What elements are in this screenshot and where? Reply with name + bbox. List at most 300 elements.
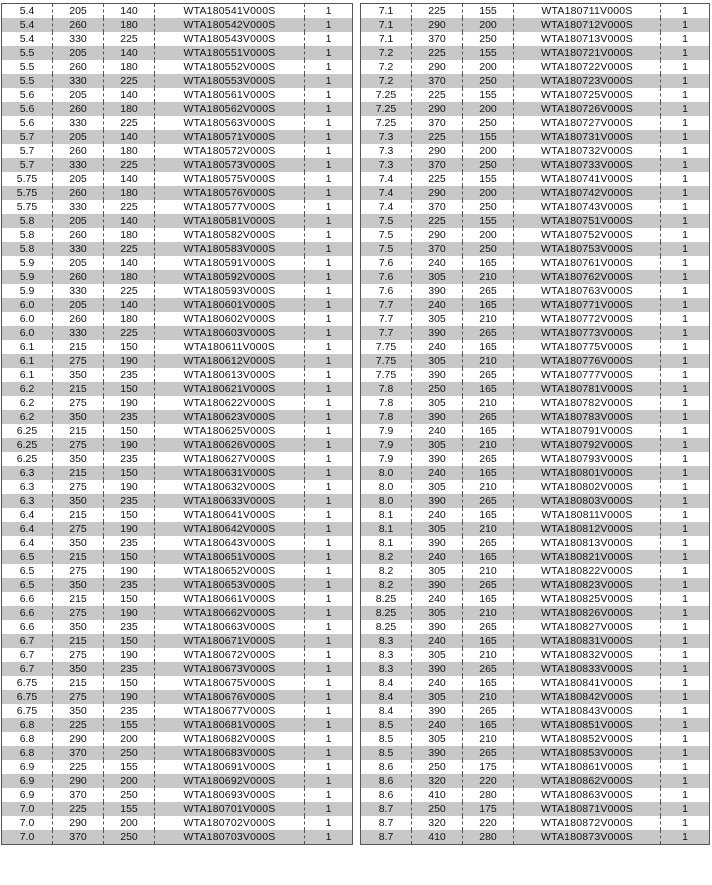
table-cell: 305	[412, 438, 463, 452]
table-cell: 1	[682, 383, 688, 395]
table-cell: 200	[463, 144, 514, 158]
table-row	[2, 494, 352, 508]
table-cell: 265	[463, 704, 514, 718]
table-cell: 5.9	[2, 270, 53, 284]
table-cell: 305	[412, 522, 463, 536]
table-cell: 1	[682, 523, 688, 535]
table-cell: 350	[53, 536, 104, 550]
table-cell: WTA180663V000S	[155, 620, 305, 634]
table-cell: 1	[325, 201, 332, 213]
table-cell: 155	[463, 88, 514, 102]
table-cell: 6.9	[2, 788, 53, 802]
table-cell: 305	[412, 564, 463, 578]
table-cell: 7.1	[361, 32, 412, 46]
table-row	[2, 522, 352, 536]
table-cell: 1	[325, 481, 332, 493]
table-cell: 290	[412, 18, 463, 32]
table-cell: 1	[325, 551, 332, 563]
table-cell: 190	[104, 522, 155, 536]
table-cell: 190	[104, 606, 155, 620]
table-cell: 390	[412, 368, 463, 382]
table-cell: WTA180832V000S	[514, 648, 661, 662]
table-cell: WTA180825V000S	[514, 592, 661, 606]
table-cell: 210	[463, 312, 514, 326]
table-cell: 1	[325, 523, 332, 535]
table-cell: 275	[53, 606, 104, 620]
table-cell: 5.5	[2, 60, 53, 74]
table-cell: 7.6	[361, 284, 412, 298]
table-cell: WTA180727V000S	[514, 116, 661, 130]
table-cell: WTA180662V000S	[155, 606, 305, 620]
table-cell: 1	[682, 593, 688, 605]
table-cell: 320	[412, 816, 463, 830]
table-row	[2, 424, 352, 438]
table-cell: 290	[412, 102, 463, 116]
table-cell: WTA180693V000S	[155, 788, 305, 802]
table-cell: 1	[682, 397, 688, 409]
table-row	[2, 158, 352, 172]
table-cell: 370	[412, 242, 463, 256]
table-cell: 150	[104, 550, 155, 564]
table-cell: 390	[412, 746, 463, 760]
table-cell: 190	[104, 396, 155, 410]
table-cell: 200	[104, 774, 155, 788]
table-row	[2, 592, 352, 606]
table-cell: WTA180775V000S	[514, 340, 661, 354]
table-cell: 290	[412, 228, 463, 242]
table-row	[2, 732, 352, 746]
table-cell: WTA180841V000S	[514, 676, 661, 690]
table-cell: 5.9	[2, 256, 53, 270]
table-cell: 6.7	[2, 648, 53, 662]
table-cell: 155	[463, 4, 514, 18]
table-cell: 190	[104, 480, 155, 494]
table-cell: 225	[412, 46, 463, 60]
table-cell: 205	[53, 298, 104, 312]
table-cell: WTA180625V000S	[155, 424, 305, 438]
table-cell: 6.25	[2, 438, 53, 452]
table-row	[2, 564, 352, 578]
table-cell: 265	[463, 326, 514, 340]
table-cell: 265	[463, 578, 514, 592]
table-row	[2, 396, 352, 410]
table-cell: 1	[325, 593, 332, 605]
table-row	[361, 368, 709, 382]
table-cell: WTA180851V000S	[514, 718, 661, 732]
table-cell: 7.2	[361, 60, 412, 74]
table-cell: 8.3	[361, 648, 412, 662]
table-cell: 215	[53, 592, 104, 606]
table-cell: 6.9	[2, 760, 53, 774]
table-cell: 155	[463, 172, 514, 186]
table-cell: 8.7	[361, 802, 412, 816]
table-row	[2, 746, 352, 760]
table-cell: 1	[325, 705, 332, 717]
table-cell: WTA180703V000S	[155, 830, 305, 844]
table-cell: 275	[53, 564, 104, 578]
table-row	[2, 760, 352, 774]
table-cell: 5.7	[2, 158, 53, 172]
table-cell: 1	[682, 313, 688, 325]
table-cell: WTA180792V000S	[514, 438, 661, 452]
table-cell: 305	[412, 690, 463, 704]
table-cell: 1	[325, 117, 332, 129]
table-cell: WTA180542V000S	[155, 18, 305, 32]
table-cell: 180	[104, 270, 155, 284]
table-cell: 7.6	[361, 270, 412, 284]
table-cell: WTA180643V000S	[155, 536, 305, 550]
table-cell: 150	[104, 508, 155, 522]
table-cell: WTA180722V000S	[514, 60, 661, 74]
table-cell: 250	[412, 382, 463, 396]
table-cell: WTA180711V000S	[514, 4, 661, 18]
table-cell: 1	[682, 733, 688, 745]
table-cell: 240	[412, 550, 463, 564]
table-row	[2, 480, 352, 494]
table-row	[2, 466, 352, 480]
table-cell: 320	[412, 774, 463, 788]
table-row	[2, 88, 352, 102]
table-cell: 155	[463, 130, 514, 144]
table-cell: 1	[325, 663, 332, 675]
table-cell: 5.9	[2, 284, 53, 298]
table-cell: 1	[325, 33, 332, 45]
table-cell: 180	[104, 228, 155, 242]
table-cell: 260	[53, 228, 104, 242]
table-cell: 1	[682, 243, 688, 255]
table-cell: WTA180622V000S	[155, 396, 305, 410]
table-cell: 290	[412, 186, 463, 200]
table-cell: WTA180691V000S	[155, 760, 305, 774]
table-cell: 1	[325, 187, 332, 199]
table-cell: WTA180813V000S	[514, 536, 661, 550]
table-cell: WTA180631V000S	[155, 466, 305, 480]
table-row	[2, 368, 352, 382]
table-cell: 1	[325, 747, 332, 759]
table-cell: WTA180583V000S	[155, 242, 305, 256]
table-cell: 330	[53, 200, 104, 214]
table-cell: 155	[104, 802, 155, 816]
table-cell: 290	[53, 774, 104, 788]
table-cell: WTA180577V000S	[155, 200, 305, 214]
table-cell: 1	[325, 439, 332, 451]
table-cell: 1	[682, 775, 688, 787]
table-cell: 210	[463, 648, 514, 662]
table-cell: 215	[53, 634, 104, 648]
table-row	[361, 508, 709, 522]
table-cell: 1	[682, 705, 688, 717]
table-cell: 265	[463, 284, 514, 298]
table-cell: WTA180561V000S	[155, 88, 305, 102]
table-cell: 265	[463, 452, 514, 466]
table-row	[2, 102, 352, 116]
table-cell: 205	[53, 130, 104, 144]
table-cell: 205	[53, 256, 104, 270]
table-cell: 1	[682, 719, 688, 731]
table-cell: WTA180827V000S	[514, 620, 661, 634]
table-row	[361, 270, 709, 284]
table-cell: 8.25	[361, 592, 412, 606]
table-cell: 8.3	[361, 634, 412, 648]
table-cell: 150	[104, 340, 155, 354]
table-cell: 7.4	[361, 186, 412, 200]
table-row	[361, 340, 709, 354]
table-cell: 350	[53, 452, 104, 466]
table-cell: 1	[682, 691, 688, 703]
table-cell: 210	[463, 480, 514, 494]
table-cell: 165	[463, 466, 514, 480]
table-cell: 225	[53, 718, 104, 732]
table-cell: 1	[325, 831, 332, 843]
table-row	[361, 116, 709, 130]
table-cell: 1	[325, 495, 332, 507]
table-cell: 6.25	[2, 452, 53, 466]
table-cell: 215	[53, 382, 104, 396]
table-cell: 7.8	[361, 410, 412, 424]
table-cell: 5.6	[2, 116, 53, 130]
table-row	[361, 480, 709, 494]
table-cell: 1	[682, 47, 688, 59]
table-cell: WTA180852V000S	[514, 732, 661, 746]
table-cell: 140	[104, 46, 155, 60]
table-row	[361, 382, 709, 396]
table-cell: 7.7	[361, 312, 412, 326]
table-cell: 1	[325, 453, 332, 465]
table-cell: 200	[463, 18, 514, 32]
table-row	[2, 298, 352, 312]
table-cell: WTA180641V000S	[155, 508, 305, 522]
table-cell: 1	[325, 761, 332, 773]
table-cell: 6.75	[2, 676, 53, 690]
table-cell: 1	[325, 299, 332, 311]
table-cell: 6.0	[2, 312, 53, 326]
table-cell: 240	[412, 718, 463, 732]
table-cell: 305	[412, 732, 463, 746]
table-row	[361, 760, 709, 774]
table-cell: 220	[463, 774, 514, 788]
table-cell: 6.8	[2, 732, 53, 746]
table-row	[2, 690, 352, 704]
table-cell: 8.0	[361, 480, 412, 494]
table-cell: 1	[682, 201, 688, 213]
table-cell: 180	[104, 60, 155, 74]
table-cell: WTA180563V000S	[155, 116, 305, 130]
table-row	[2, 382, 352, 396]
table-cell: 290	[412, 144, 463, 158]
table-cell: 8.1	[361, 508, 412, 522]
table-row	[361, 592, 709, 606]
table-cell: 6.8	[2, 746, 53, 760]
table-row	[361, 746, 709, 760]
table-row	[2, 536, 352, 550]
table-cell: 370	[53, 746, 104, 760]
table-cell: 350	[53, 704, 104, 718]
table-cell: 1	[325, 103, 332, 115]
table-cell: 1	[682, 173, 688, 185]
table-cell: 150	[104, 634, 155, 648]
table-cell: 140	[104, 256, 155, 270]
table-cell: 165	[463, 718, 514, 732]
table-cell: WTA180682V000S	[155, 732, 305, 746]
table-cell: WTA180575V000S	[155, 172, 305, 186]
table-row	[361, 774, 709, 788]
table-cell: 7.7	[361, 298, 412, 312]
table-cell: 1	[682, 537, 688, 549]
table-cell: WTA180551V000S	[155, 46, 305, 60]
table-row	[2, 816, 352, 830]
table-row	[2, 200, 352, 214]
table-cell: 215	[53, 676, 104, 690]
table-row	[2, 662, 352, 676]
table-cell: 235	[104, 620, 155, 634]
table-cell: 225	[104, 242, 155, 256]
table-cell: 390	[412, 494, 463, 508]
table-cell: 250	[463, 158, 514, 172]
table-row	[361, 522, 709, 536]
table-cell: 305	[412, 606, 463, 620]
table-cell: WTA180842V000S	[514, 690, 661, 704]
table-cell: WTA180571V000S	[155, 130, 305, 144]
table-cell: 215	[53, 424, 104, 438]
table-cell: 1	[682, 369, 688, 381]
table-row	[361, 172, 709, 186]
table-cell: 7.0	[2, 802, 53, 816]
table-cell: 210	[463, 690, 514, 704]
table-cell: 240	[412, 298, 463, 312]
table-cell: 8.4	[361, 690, 412, 704]
table-cell: WTA180642V000S	[155, 522, 305, 536]
table-cell: 205	[53, 4, 104, 18]
table-cell: 150	[104, 424, 155, 438]
table-cell: 165	[463, 592, 514, 606]
table-cell: 1	[325, 691, 332, 703]
table-row	[361, 536, 709, 550]
table-cell: 1	[682, 103, 688, 115]
table-cell: 7.5	[361, 242, 412, 256]
table-row	[2, 634, 352, 648]
table-cell: 280	[463, 788, 514, 802]
table-cell: 6.1	[2, 354, 53, 368]
table-cell: 275	[53, 396, 104, 410]
table-cell: WTA180673V000S	[155, 662, 305, 676]
table-cell: 1	[325, 369, 332, 381]
table-cell: 235	[104, 452, 155, 466]
table-row	[2, 508, 352, 522]
table-cell: WTA180543V000S	[155, 32, 305, 46]
table-cell: WTA180582V000S	[155, 228, 305, 242]
table-cell: 1	[325, 411, 332, 423]
table-cell: 6.9	[2, 774, 53, 788]
table-row	[361, 718, 709, 732]
table-cell: 1	[682, 789, 688, 801]
table-cell: 1	[325, 257, 332, 269]
table-cell: 390	[412, 452, 463, 466]
table-cell: 215	[53, 340, 104, 354]
table-cell: 210	[463, 522, 514, 536]
table-cell: 275	[53, 354, 104, 368]
table-cell: 5.5	[2, 74, 53, 88]
table-cell: WTA180553V000S	[155, 74, 305, 88]
table-cell: 275	[53, 480, 104, 494]
table-row	[2, 18, 352, 32]
table-cell: 1	[325, 19, 332, 31]
table-row	[361, 130, 709, 144]
table-cell: 8.4	[361, 676, 412, 690]
table-cell: 240	[412, 508, 463, 522]
table-cell: 1	[325, 355, 332, 367]
table-cell: WTA180592V000S	[155, 270, 305, 284]
table-cell: 1	[682, 817, 688, 829]
table-cell: 8.5	[361, 718, 412, 732]
table-cell: 390	[412, 620, 463, 634]
table-row	[361, 424, 709, 438]
table-cell: WTA180802V000S	[514, 480, 661, 494]
table-cell: WTA180581V000S	[155, 214, 305, 228]
table-cell: 1	[325, 803, 332, 815]
table-cell: WTA180793V000S	[514, 452, 661, 466]
table-cell: 180	[104, 144, 155, 158]
table-cell: 190	[104, 690, 155, 704]
table-cell: 1	[325, 509, 332, 521]
table-cell: 155	[104, 718, 155, 732]
table-cell: 305	[412, 396, 463, 410]
table-cell: 140	[104, 4, 155, 18]
table-cell: 8.1	[361, 536, 412, 550]
table-cell: WTA180623V000S	[155, 410, 305, 424]
table-cell: 8.6	[361, 774, 412, 788]
table-cell: 1	[325, 537, 332, 549]
table-cell: 1	[682, 747, 688, 759]
table-cell: 6.6	[2, 592, 53, 606]
table-row	[361, 32, 709, 46]
table-cell: WTA180627V000S	[155, 452, 305, 466]
table-cell: WTA180677V000S	[155, 704, 305, 718]
table-cell: 350	[53, 494, 104, 508]
table-row	[361, 788, 709, 802]
table-cell: 165	[463, 382, 514, 396]
table-row	[361, 4, 709, 18]
table-row	[2, 648, 352, 662]
table-row	[361, 102, 709, 116]
table-cell: 1	[682, 607, 688, 619]
table-cell: 1	[682, 411, 688, 423]
table-cell: 6.3	[2, 494, 53, 508]
table-row	[2, 32, 352, 46]
table-cell: WTA180801V000S	[514, 466, 661, 480]
table-cell: 290	[412, 60, 463, 74]
table-cell: 6.0	[2, 298, 53, 312]
table-cell: 7.6	[361, 256, 412, 270]
table-cell: 5.8	[2, 228, 53, 242]
table-cell: 1	[682, 803, 688, 815]
table-cell: 350	[53, 410, 104, 424]
table-cell: 1	[325, 131, 332, 143]
table-row	[361, 802, 709, 816]
table-cell: 1	[682, 89, 688, 101]
table-cell: 225	[53, 802, 104, 816]
table-cell: 305	[412, 648, 463, 662]
table-cell: 330	[53, 326, 104, 340]
table-cell: 370	[412, 74, 463, 88]
table-cell: 1	[325, 341, 332, 353]
table-cell: 1	[325, 61, 332, 73]
table-row	[2, 802, 352, 816]
table-cell: 1	[325, 621, 332, 633]
table-cell: 235	[104, 368, 155, 382]
table-cell: 200	[104, 816, 155, 830]
table-row	[2, 256, 352, 270]
table-cell: WTA180863V000S	[514, 788, 661, 802]
